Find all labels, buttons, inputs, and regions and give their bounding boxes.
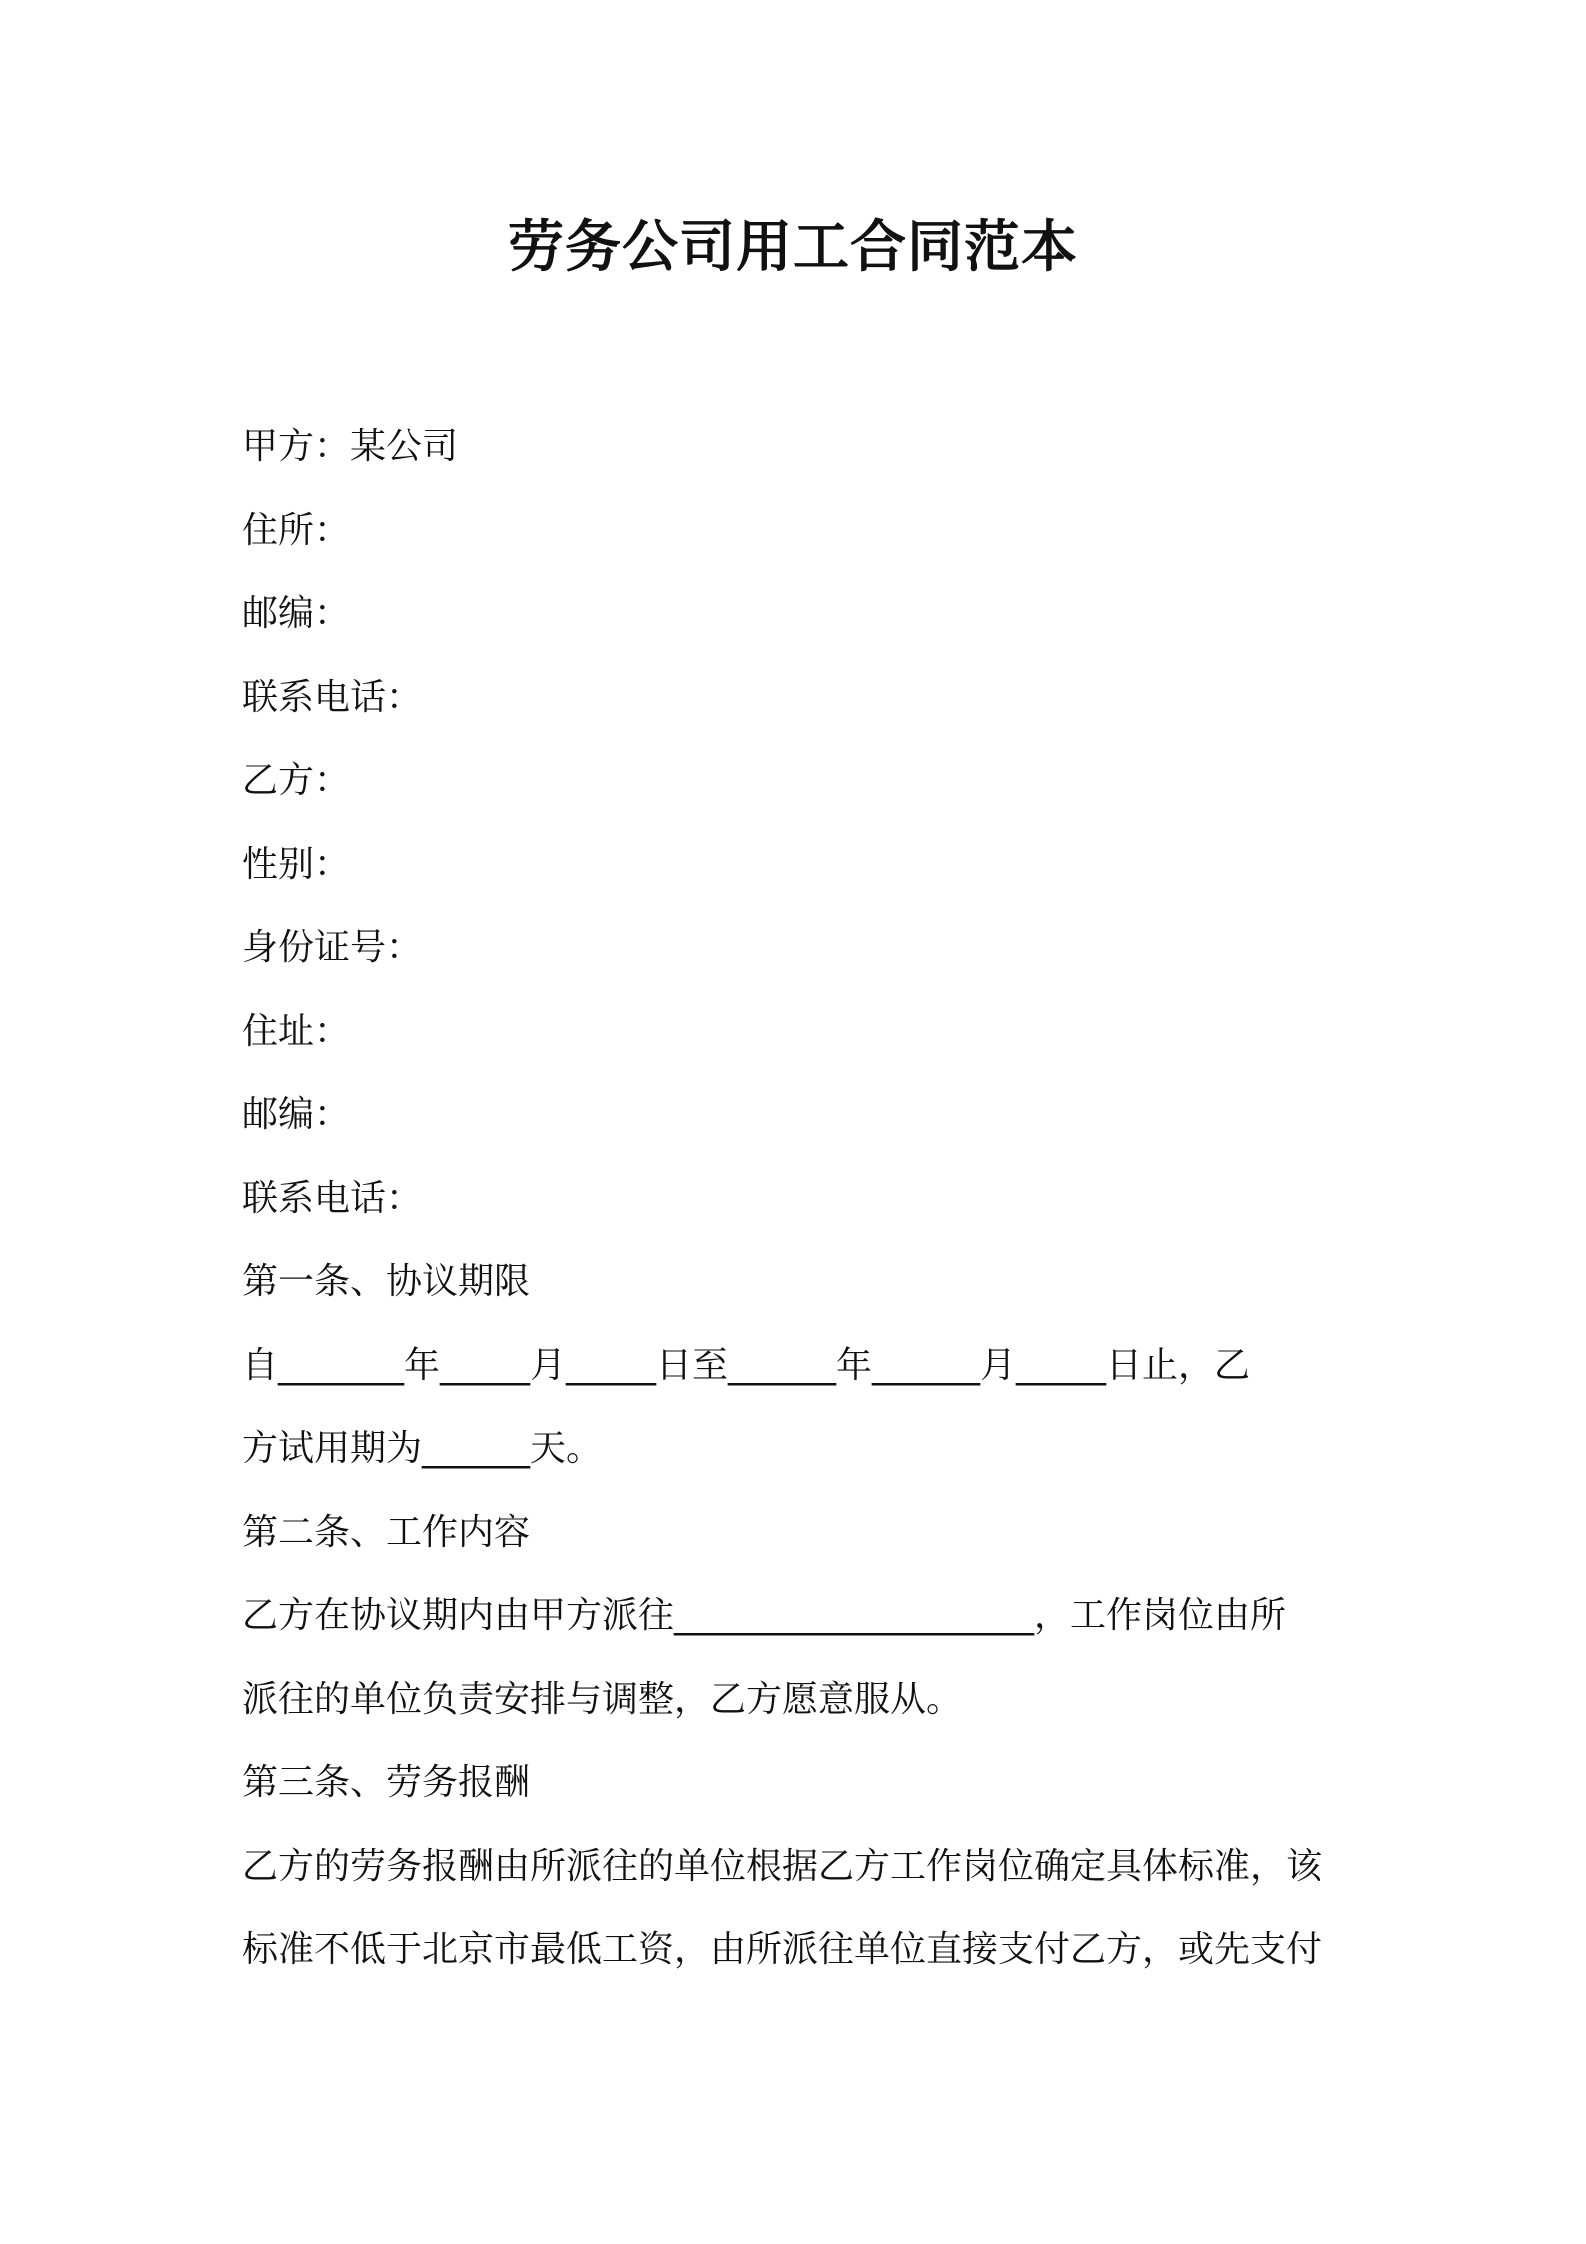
- article-3-text: 乙方的劳务报酬由所派往的单位根据乙方工作岗位确定具体标准，该: [242, 1845, 1323, 1887]
- party-b-postcode-line: 邮编：: [242, 1094, 351, 1135]
- party-b-phone-line: 联系电话：: [242, 1177, 423, 1219]
- document-body: [242, 405, 1354, 1992]
- article-1-text: 自_______年_____月_____日至______年______月_____日止，乙: [242, 1344, 1251, 1386]
- party-b-id-line: 身份证号：: [242, 927, 423, 968]
- article-2-text-cont: 派往的单位负责安排与调整，乙方愿意服从。: [242, 1678, 963, 1720]
- party-a-address-line: 住所：: [242, 509, 351, 551]
- party-b-address-line: 住址：: [242, 1010, 351, 1052]
- article-3-text-cont: 标准不低于北京市最低工资，由所派往单位直接支付乙方，或先支付: [242, 1929, 1323, 1970]
- document-title: 劳务公司用工合同范本: [508, 215, 1078, 280]
- party-a-line: 甲方：某公司: [242, 426, 459, 467]
- party-a-phone-line: 联系电话：: [242, 676, 423, 718]
- party-b-gender-line: 性别：: [242, 843, 351, 885]
- party-a-postcode-line: 邮编：: [242, 593, 351, 634]
- article-2-text: 乙方在协议期内由甲方派往____________________，工作岗位由所: [242, 1595, 1287, 1636]
- article-1-text-cont: 方试用期为______天。: [242, 1428, 603, 1469]
- article-3-heading: 第三条、劳务报酬: [242, 1762, 531, 1803]
- article-2-heading: 第二条、工作内容: [242, 1511, 531, 1553]
- party-b-line: 乙方：: [242, 760, 351, 801]
- article-1-heading: 第一条、协议期限: [242, 1261, 531, 1302]
